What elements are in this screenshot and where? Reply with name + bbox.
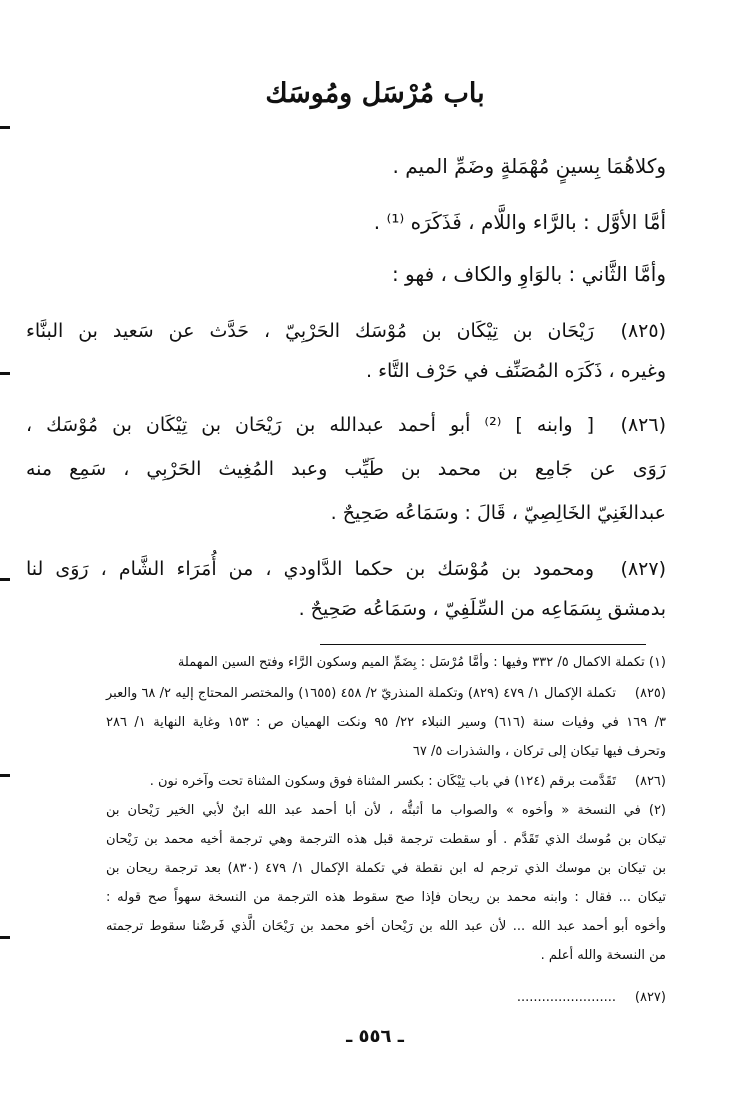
footnote-line: (٢) في النسخة « وأخوه » والصواب ما أثبتُّه ، لأن أبا أحمد عبد الله ابنٌ لأبي الخير رَيْحان بن [106,803,666,818]
entry-text-line: [ وابنه ] ⁽²⁾ أبو أحمد عبدالله بن رَيْحَان بن تِيْكَان بن مُوْسَك ، [26,414,594,436]
footnote-line: من النسخة والله أعلم . [540,948,666,963]
footnote-line: وأخوه أبو أحمد عبد الله ... لأن عبد الله بن رَيْحان أخو محمد بن رَيْحَان الَّذي فَرضْنا سقوط ترجمته [106,919,666,934]
footnote-number: (٨٢٥) [634,686,666,701]
footnote-divider [320,644,646,645]
margin-mark [0,578,10,581]
footnote-827 [106,983,666,1012]
footnote-line: وتحرف فيها تيكان إلى تركان ، والشذرات ٥/ ٦٧ [412,744,666,759]
entry-text-line: رَيْحَان بن تِيْكَان بن مُوْسَك الحَرْبِيّ ، حَدَّث عن سَعيد بن البنَّاء [26,320,594,342]
entry-825 [26,312,666,392]
footnote-826 [106,767,666,977]
entry-number: (٨٢٥) [620,320,666,342]
margin-mark [0,126,10,129]
footnote-line: تيكان بن مُوسك الذي تَقَدَّم . أو سقطت ترجمة قبل هذه الترجمة وهي ترجمة أخيه محمد بن رَيْحان [106,832,666,847]
entry-number: (٨٢٧) [620,558,666,580]
footnote-line: ........................ [516,990,616,1005]
footnote-825 [106,679,666,769]
footnote-line: تَقَدَّمت برقم (١٢٤) في باب تِيْكَان : بكسر المثناة فوق وسكون المثناة تحت وآخره نون . [149,774,616,789]
chapter-heading: باب مُرْسَل ومُوسَك [265,78,485,109]
margin-mark [0,774,10,777]
footnote-line: ٣/ ١٦٩ في وفيات سنة (٦١٦) وسير النبلاء ٢٢/ ٩٥ ونكت الهميان ص : ١٥٣ وغاية النهاية ١/ ٢٨٦ [106,715,666,730]
footnote-number: (٨٢٦) [634,774,666,789]
entry-text-line: رَوَى عن جَامِع بن محمد بن طَيِّب وعبد المُغِيث الحَرْبِي ، سَمِع منه [26,458,666,480]
footnote-line: بن تيكان بن موسك الذي ترجم له ابن نقطة في تكملة الإكمال ١/ ٤٧٩ (٨٣٠) بعد ترجمة ريحان بن [106,861,666,876]
entry-text-line: وغيره ، ذَكَرَه المُصَنِّف في حَرْف التَّاء . [366,360,666,382]
intro-line: وكلاهُمَا بِسينٍ مُهْمَلةٍ وضَمِّ الميم . [392,154,666,178]
margin-mark [0,936,10,939]
entry-827 [26,550,666,630]
entry-text-line: ومحمود بن مُوْسَك بن حكما الدَّاودي ، من أُمَرَاء الشَّام ، رَوَى لنا [26,558,594,580]
footnote-line: تكملة الإكمال ١/ ٤٧٩ (٨٢٩) وتكملة المنذريّ ٢/ ٤٥٨ (١٦٥٥) والمختصر المحتاج إليه ٢/ ٦٨ والعبر [106,686,616,701]
footnote-number: (٨٢٧) [634,990,666,1005]
page-number: ـ ٥٥٦ ـ [346,1026,404,1047]
entry-text-line: عبدالغَنِيّ الخَالِصِيّ ، قَالَ : وسَمَاعُه صَحِيحٌ . [330,502,666,524]
intro-line: وأمَّا الثَّاني : بالوَاوِ والكاف ، فهو : [391,262,666,286]
intro-line: أمَّا الأوَّل : بالرَّاء واللَّام ، فَذَكَرَه ⁽¹⁾ . [373,210,666,234]
footnote-line: (١) تكملة الاكمال ٥/ ٣٣٢ وفيها : وأمَّا مُرْسَل : بِضَمِّ الميم وسكون الرَّاء وفتح السين المهملة [177,655,666,670]
entry-number: (٨٢٦) [620,414,666,436]
footnote-line: تيكان ... فقال : وابنه محمد بن ريحان فإذا صح سقوط هذه الترجمة من النسخة سهواً صح قوله : [106,890,666,905]
footnote-1 [106,648,666,677]
margin-mark [0,372,10,375]
entry-826 [26,406,666,526]
entry-text-line: بدمشق بِسَمَاعِه من السِّلَفِيّ ، وسَمَاعُه صَحِيحٌ . [298,598,666,620]
